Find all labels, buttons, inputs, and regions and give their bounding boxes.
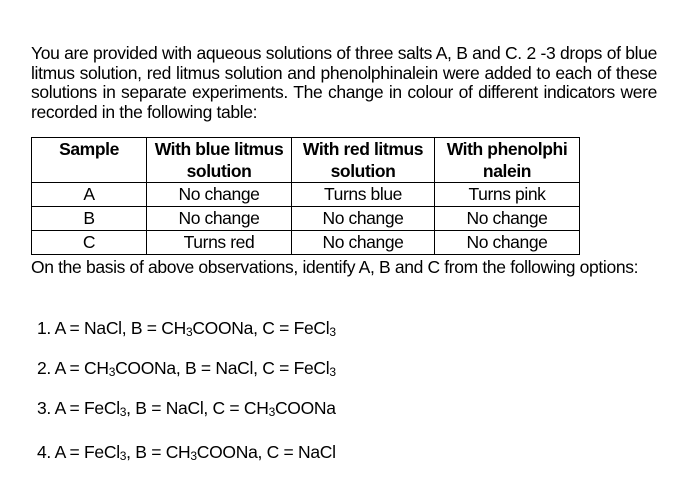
cell-red: No change	[292, 231, 435, 255]
cell-sample: B	[32, 207, 147, 231]
table-row	[32, 231, 580, 255]
option-4[interactable]: 4. A = FeCl$_3$, $B = CH_3COONa$, C = NaCl	[37, 442, 336, 463]
cell-blue: No change	[147, 207, 292, 231]
option-1[interactable]: 1. A = NaCl, $B = CH_3COONa$, C = FeCl$_3$	[37, 318, 336, 339]
observation-table	[31, 137, 580, 255]
header-phenolphthalein: With phenolphi nalein	[435, 138, 580, 183]
header-sample: Sample	[32, 138, 147, 183]
cell-blue: Turns red	[147, 231, 292, 255]
question-text: You are provided with aqueous solutions of three salts A, B and C. 2 -3 drops of blue litmus solution, red litmus solution and phenolphinalein were added to each of these solutions in separate experiments. The change in colour of different indicators were recorded in the following table:	[31, 43, 657, 122]
basis-text: On the basis of above observations, identify A, B and C from the following options:	[31, 257, 639, 277]
table-row	[32, 183, 580, 207]
cell-red: No change	[292, 207, 435, 231]
cell-phen: Turns pink	[435, 183, 580, 207]
cell-blue: No change	[147, 183, 292, 207]
cell-sample: C	[32, 231, 147, 255]
option-3[interactable]: 3. A = FeCl$_3$, B = NaCl, $C = CH_3COONa$	[37, 398, 336, 419]
cell-red: Turns blue	[292, 183, 435, 207]
option-2[interactable]: 2. $A = CH_3COONa$, B = NaCl, C = FeCl$_3$	[37, 358, 336, 379]
table-row	[32, 207, 580, 231]
cell-phen: No change	[435, 231, 580, 255]
cell-sample: A	[32, 183, 147, 207]
table-header-row	[32, 138, 580, 183]
header-red-litmus: With red litmus solution	[292, 138, 435, 183]
cell-phen: No change	[435, 207, 580, 231]
header-blue-litmus: With blue litmus solution	[147, 138, 292, 183]
